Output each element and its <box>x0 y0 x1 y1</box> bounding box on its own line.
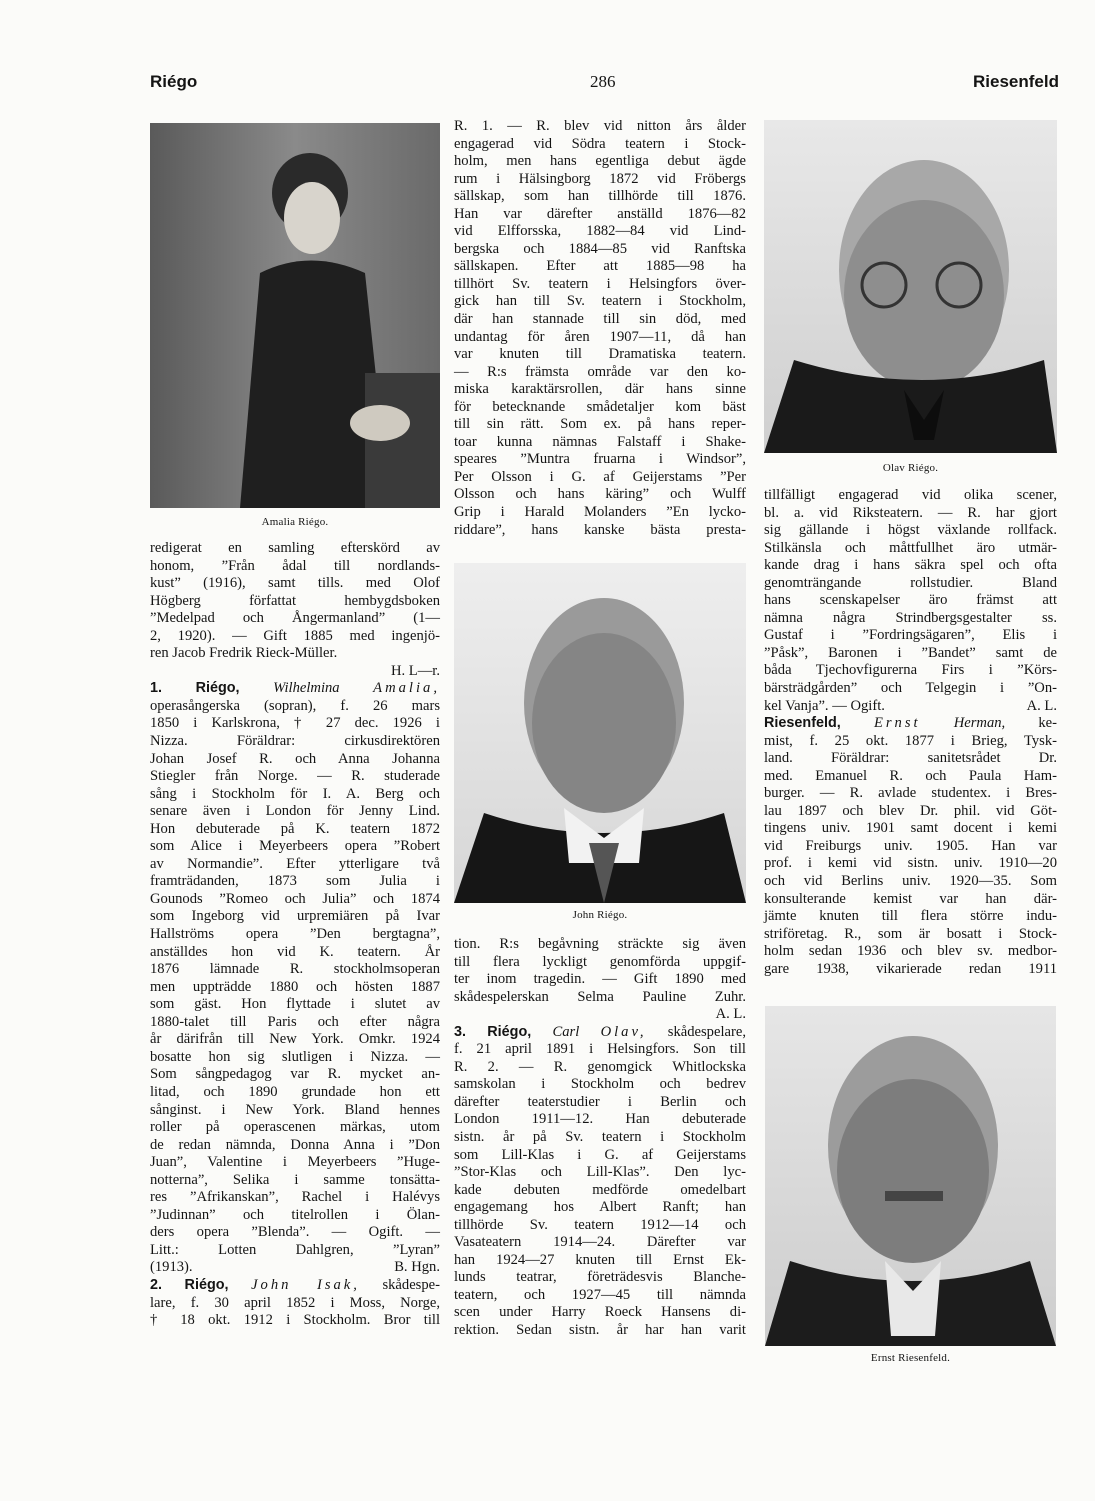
entry-last-line <box>150 1259 440 1277</box>
entry-line: sistn. år på Sv. teatern i Stockholm <box>454 1129 746 1146</box>
col1-intro-line: ”Medelpad och Ångermanland” (1— <box>150 610 440 627</box>
caption-amalia: Amalia Riégo. <box>261 516 329 528</box>
entry-1-heading <box>150 680 440 698</box>
entry-line: sånginst. i New York. Bland hennes <box>150 1101 440 1118</box>
entry-line: Hon debuterade på K. teatern 1872 <box>150 820 440 837</box>
entry-line: Stilkänsla och måttfullhet äro utmär- <box>764 539 1057 556</box>
entry-line: toar kunna nämnas Falstaff i Shake- <box>454 433 746 450</box>
entry-line: 1850 i Karlskrona, † 27 dec. 1926 i <box>150 715 440 732</box>
entry-line: tingens univ. 1901 samt docent i kemi <box>764 820 1057 837</box>
entry-line: och vid Berlins univ. 1920—35. Som <box>764 873 1057 890</box>
signature: B. Hgn. <box>394 1259 440 1276</box>
entry-line: för betecknande smådetaljer kom bäst <box>454 398 746 415</box>
entry-line: Juan”, Valentine i Meyerbeers ”Huge- <box>150 1154 440 1171</box>
entry-number: 1. <box>150 680 163 697</box>
given-name: Carl <box>552 1023 580 1040</box>
column-2-lower <box>454 936 746 1340</box>
entry-line: samskolan i Stockholm och bedrev <box>454 1076 746 1093</box>
entry-line: mist, f. 25 okt. 1877 i Brieg, Tysk- <box>764 732 1057 749</box>
portrait-ernst <box>765 1006 1056 1346</box>
entry-line: vid Freiburgs univ. 1905. Han var <box>764 837 1057 854</box>
entry-name: Riégo, <box>184 1276 229 1293</box>
entry-line: lau 1897 och blev Dr. phil. vid Göt- <box>764 802 1057 819</box>
entry-line: kel Vanja”. — Ogift. <box>764 697 885 714</box>
entry-line: han 1924—27 knuten till Ernst Ek- <box>454 1251 746 1268</box>
col1-intro-line: Högberg författat hembygdsboken <box>150 592 440 609</box>
entry-line: bl. a. vid Riksteatern. — R. har gjort <box>764 504 1057 521</box>
entry-line: ders opera ”Blenda”. — Ogift. — <box>150 1224 440 1241</box>
entry-line: R. 1. — R. blev vid nitton års ålder <box>454 118 746 134</box>
entry-line: engagemang hos Albert Ranft; han <box>454 1199 746 1216</box>
entry-line: undantag för åren 1907—11, då han <box>454 328 746 345</box>
entry-line: till flera lyckligt genomförda uppgif- <box>454 953 746 970</box>
entry-3-heading <box>454 1024 746 1042</box>
entry-line: sång i Stockholm för I. A. Berg och <box>150 785 440 802</box>
col1-intro-line: ren Jacob Fredrik Rieck-Müller. <box>150 645 338 662</box>
entry-4-heading <box>764 715 1057 733</box>
entry-line: som Lill-Klas i G. af Geijerstams <box>454 1146 746 1163</box>
column-1 <box>150 540 440 1330</box>
portrait-olav <box>764 120 1057 453</box>
entry-line: holm, men hans egentliga debut ägde <box>454 153 746 170</box>
entry-line: 1876 lämnade R. stockholmsoperan <box>150 961 440 978</box>
entry-2-heading <box>150 1277 440 1295</box>
col1-intro-line: kust” (1916), samt tills. med Olof <box>150 575 440 592</box>
entry-line: bergska och 1884—85 vid Ranftska <box>454 240 746 257</box>
caption-ernst: Ernst Riesenfeld. <box>870 1352 951 1364</box>
entry-line: genomträngande rollstudier. Bland <box>764 574 1057 591</box>
portrait-olav-figure <box>764 120 1057 453</box>
entry-line: skådespelare, <box>667 1023 746 1040</box>
entry-line: Hallströms opera ”Den bergtagna”, <box>150 926 440 943</box>
portrait-ernst-figure <box>765 1006 1056 1346</box>
entry-name: Riesenfeld, <box>764 715 841 732</box>
entry-line: Vasateatern 1914—24. Därefter var <box>454 1234 746 1251</box>
entry-line: — R:s främsta område var den ko- <box>454 363 746 380</box>
entry-line: tillfälligt engagerad vid olika scener, <box>764 487 1057 503</box>
portrait-john <box>454 563 746 903</box>
called-name: Olav, <box>600 1023 647 1040</box>
entry-line: notterna”, Selika i samme tonsätta- <box>150 1171 440 1188</box>
entry-line: år därifrån till New York. Omkr. 1924 <box>150 1031 440 1048</box>
entry-line: † 18 okt. 1912 i Stockholm. Bror till <box>150 1312 440 1329</box>
entry-line: nämna några Strindbergsgestalter ss. <box>764 609 1057 626</box>
entry-line: Han var därefter anställd 1876—82 <box>454 205 746 222</box>
col1-intro-line: 2, 1920). — Gift 1885 med ingenjö- <box>150 627 440 644</box>
entry-line: båda Tjechovfigurerna Firs i ”Körs- <box>764 662 1057 679</box>
called-name: Amalia, <box>373 680 440 697</box>
entry-last-line <box>764 698 1057 716</box>
entry-line: till sin rätt. Som ex. på hans reper- <box>454 416 746 433</box>
entry-line: Grip i Harald Molanders ”En lycko- <box>454 504 746 521</box>
entry-line: Olsson och hans käring” och Wulff <box>454 486 746 503</box>
entry-line: hans scenskapelser äro främst att <box>764 592 1057 609</box>
entry-line: ”Stor-Klas och Lill-Klas”. Den lyc- <box>454 1164 746 1181</box>
entry-line: res ”Afrikanskan”, Rachel i Halévys <box>150 1189 440 1206</box>
entry-line: (1913). <box>150 1259 193 1276</box>
entry-line: 1880-talet till Paris och efter några <box>150 1013 440 1030</box>
entry-line: Johan Josef R. och Anna Johanna <box>150 750 440 767</box>
caption-john: John Riégo. <box>572 909 628 921</box>
col1-intro-line: redigerat en samling efterskörd av <box>150 540 440 556</box>
portrait-amalia-figure <box>150 123 440 508</box>
signature: A. L. <box>1026 697 1057 714</box>
entry-line: jämte knuten till flera större indu- <box>764 908 1057 925</box>
entry-line: men uppträdde 1880 och hösten 1887 <box>150 978 440 995</box>
entry-line: som Alice i Meyerbeers opera ”Robert <box>150 838 440 855</box>
entry-line: speares ”Muntra fruarna i Windsor”, <box>454 451 746 468</box>
entry-number: 3. <box>454 1023 467 1040</box>
signature: H. L—r. <box>390 662 440 679</box>
entry-line: holm sedan 1936 och blev sv. medbor- <box>764 943 1057 960</box>
entry-line: Stiegler från Norge. — R. studerade <box>150 768 440 785</box>
entry-line: striföretag. R., som är bosatt i Stock- <box>764 925 1057 942</box>
entry-line: sig gällande i högst växlande rollfack. <box>764 522 1057 539</box>
entry-line: var knuten till Dramatiska teatern. <box>454 346 746 363</box>
entry-line: Gustaf i ”Fordringsägaren”, Elis i <box>764 627 1057 644</box>
given-name: Herman, <box>953 715 1006 732</box>
entry-line: tillhörde Sv. teatern 1912—14 och <box>454 1216 746 1233</box>
entry-line: kande drag i hans säkra spel och ofta <box>764 557 1057 574</box>
signature: A. L. <box>715 1006 746 1023</box>
entry-line: gick han till Sv. teatern i Stockholm, <box>454 293 746 310</box>
entry-line: sällskapen. Efter att 1885—98 ha <box>454 258 746 275</box>
entry-line: Gounods ”Romeo och Julia” och 1874 <box>150 890 440 907</box>
entry-line: ter inom tragedin. — Gift 1890 med <box>454 971 746 988</box>
entry-line: tillhört Sv. teatern i Helsingfors över- <box>454 275 746 292</box>
entry-line: ”Judinnan” och titelrollen i Ölan- <box>150 1206 440 1223</box>
entry-line: bosatte hon sig slutligen i Nizza. — <box>150 1048 440 1065</box>
entry-line: riddare”, hans kanske bästa presta- <box>454 521 746 538</box>
col1-intro-line: honom, ”Från ådal till nordlands- <box>150 557 440 574</box>
entry-line: lare, f. 30 april 1852 i Moss, Norge, <box>150 1294 440 1311</box>
running-head-left: Riégo <box>150 72 198 91</box>
entry-line: London 1911—12. Han debuterade <box>454 1111 746 1128</box>
entry-line: sällskap, som han tillhörde till 1876. <box>454 188 746 205</box>
caption-olav: Olav Riégo. <box>882 462 939 474</box>
given-name: Wilhelmina <box>273 680 340 697</box>
entry-line: ke- <box>1038 715 1057 732</box>
entry-line: de redan nämnda, Donna Anna i ”Don <box>150 1136 440 1153</box>
entry-line: rektion. Sedan sistn. år har han varit <box>454 1322 746 1339</box>
entry-name: Riégo, <box>195 680 240 697</box>
entry-line: som Ingeborg vid urpremiären på Ivar <box>150 908 440 925</box>
column-2 <box>454 118 746 539</box>
portrait-amalia <box>150 123 440 508</box>
entry-line: scen under Harry Roeck Hansens di- <box>454 1304 746 1321</box>
entry-line: miska karaktärsrollen, där hans sinne <box>454 381 746 398</box>
entry-line: f. 21 april 1891 i Helsingfors. Son till <box>454 1041 746 1058</box>
entry-line: av Normandie”. Efter ytterligare två <box>150 855 440 872</box>
entry-line: gare 1938, vikarierade redan 1911 <box>764 960 1057 977</box>
entry-line: lunds teatrar, företrädesvis Blanche- <box>454 1269 746 1286</box>
entry-line: rum i Hälsingborg 1872 vid Fröbergs <box>454 170 746 187</box>
entry-line: engagerad vid Södra teatern i Stock- <box>454 135 746 152</box>
entry-line: skådespelerskan Selma Pauline Zuhr. <box>454 988 746 1005</box>
page-number: 286 <box>590 72 616 91</box>
entry-line: burger. — R. avlade studentex. i Bres- <box>764 785 1057 802</box>
entry-line: Nizza. Föräldrar: cirkusdirektören <box>150 733 440 750</box>
entry-line: kade debuten medförde omedelbart <box>454 1181 746 1198</box>
entry-line: tion. R:s begåvning sträckte sig även <box>454 936 746 952</box>
entry-line: operasångerska (sopran), f. 26 mars <box>150 697 440 714</box>
entry-line: med. Emanuel R. och Paula Ham- <box>764 767 1057 784</box>
entry-line: Som sångpedagog var R. mycket an- <box>150 1066 440 1083</box>
entry-number: 2. <box>150 1276 163 1293</box>
entry-line: framträdanden, 1873 som Julia i <box>150 873 440 890</box>
entry-line: Litt.: Lotten Dahlgren, ”Lyran” <box>150 1241 440 1258</box>
entry-line: roller på operascenen märkas, utom <box>150 1119 440 1136</box>
entry-line: där han stannade till sin död, med <box>454 311 746 328</box>
entry-line: senare även i London för Jenny Lind. <box>150 803 440 820</box>
entry-line: teatern, och 1927—45 till nämnda <box>454 1286 746 1303</box>
entry-line: skådespe- <box>382 1276 440 1293</box>
entry-line: R. 2. — R. genomgick Whitlockska <box>454 1058 746 1075</box>
entry-line: därefter teaterstudier i Berlin och <box>454 1093 746 1110</box>
entry-line: prof. i kemi vid sistn. univ. 1910—20 <box>764 855 1057 872</box>
given-name: John Isak, <box>251 1276 360 1293</box>
entry-line: vid Elfforsska, 1882—84 vid Lind- <box>454 223 746 240</box>
entry-line: som gäst. Hon flyttade i slutet av <box>150 996 440 1013</box>
entry-line: land. Föräldrar: sanitetsrådet Dr. <box>764 750 1057 767</box>
portrait-john-figure <box>454 563 746 903</box>
entry-line: litad, och 1890 grundade hon ett <box>150 1083 440 1100</box>
entry-line: Per Olsson i G. af Geijerstams ”Per <box>454 468 746 485</box>
column-3 <box>764 487 1057 978</box>
entry-line: bärsträdgården” och Telgegin i ”On- <box>764 680 1057 697</box>
entry-line: anställdes hon vid K. teatern. År <box>150 943 440 960</box>
entry-name: Riégo, <box>487 1023 532 1040</box>
entry-line: ”Påsk”, Baronen i ”Bandet” samt de <box>764 644 1057 661</box>
running-head-right: Riesenfeld <box>973 72 1059 91</box>
called-name: Ernst <box>873 715 921 732</box>
entry-line: konsulterande kemist var han där- <box>764 890 1057 907</box>
